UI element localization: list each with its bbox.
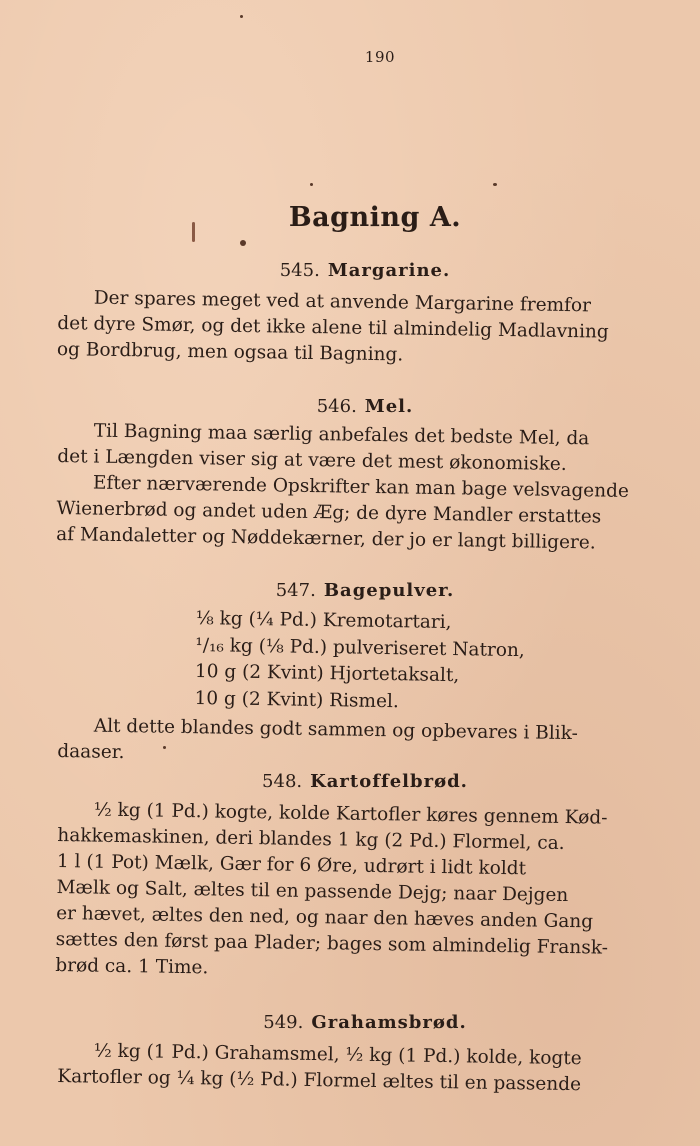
section-text-549 [57,1038,658,1099]
text-line: Wienerbrød og andet uden Æg; de dyre Mandler erstattes [56,497,602,528]
text-line: ½ kg (1 Pd.) Grahamsmel, ½ kg (1 Pd.) kolde, kogte [93,1040,582,1070]
text-line: af Mandaletter og Nøddekærner, der jo er langt billigere. [56,523,596,554]
page-number: 190 [364,48,396,66]
section-heading-546 [0,396,700,417]
text-line: det dyre Smør, og det ikke alene til almindelig Madlavning [57,312,609,343]
section-number: 548. [262,771,303,792]
section-heading-547 [0,580,700,601]
section-title: Bagepulver. [323,580,455,601]
ingredient-line: 10 g (2 Kvint) Hjortetaksalt, [194,660,460,687]
section-heading-545 [0,260,700,281]
text-line: 1 l (1 Pot) Mælk, Gær for 6 Øre, udrørt i lidt koldt [56,850,527,880]
text-line: Efter nærværende Opskrifter kan man bage velsvagende [92,472,630,502]
paper-speck [240,240,246,246]
section-number: 545. [279,260,320,281]
paper-speck [240,15,243,18]
section-title: Margarine. [327,260,451,281]
section-title: Grahamsbrød. [311,1012,467,1033]
section-text-546 [56,418,658,557]
text-line: Der spares meget ved at anvende Margarine fremfor [93,287,592,317]
text-line: Til Bagning maa særlig anbefales det bedste Mel, da [93,420,590,450]
text-line: det i Længden viser sig at være det mest økonomiske. [57,445,567,475]
section-number: 549. [263,1012,304,1033]
paper-speck [310,183,313,186]
ingredient-list-547 [194,606,596,718]
section-heading-549 [0,1012,700,1033]
text-line: brød ca. 1 Time. [55,954,209,979]
section-title: Kartoffelbrød. [310,771,468,792]
ingredient-line: ¹/₁₆ kg (⅛ Pd.) pulveriseret Natron, [195,634,525,661]
section-text-545 [57,285,658,372]
paper-speck [192,222,195,242]
text-line: hakkemaskinen, deri blandes 1 kg (2 Pd.) Flormel, ca. [57,824,565,854]
text-line: ½ kg (1 Pd.) kogte, kolde Kartofler køres gennem Kød- [93,799,608,829]
text-line: daaser. [57,740,125,764]
text-line: Mælk og Salt, æltes til en passende Dejg; naar Dejgen [56,876,569,907]
paper-speck [493,183,497,186]
ingredient-line: 10 g (2 Kvint) Rismel. [194,687,399,712]
section-text-547 [57,713,658,774]
ingredient-line: ⅛ kg (¼ Pd.) Kremotartari, [195,607,452,634]
section-heading-548 [0,771,700,792]
text-line: og Bordbrug, men ogsaa til Bagning. [56,338,404,366]
section-number: 547. [275,580,316,601]
text-line: Alt dette blandes godt sammen og opbevares i Blik- [93,715,578,745]
paper-speck [163,746,166,749]
text-line: er hævet, æltes den ned, og naar den hæves anden Gang [56,902,594,933]
section-number: 546. [316,396,357,417]
text-line: sættes den først paa Plader; bages som almindelig Fransk- [55,928,609,959]
text-line: Kartofler og ¼ kg (½ Pd.) Flormel æltes til en passende [57,1065,582,1096]
section-text-548 [55,797,658,988]
chapter-title: Bagning A. [288,202,462,233]
section-title: Mel. [364,396,414,417]
